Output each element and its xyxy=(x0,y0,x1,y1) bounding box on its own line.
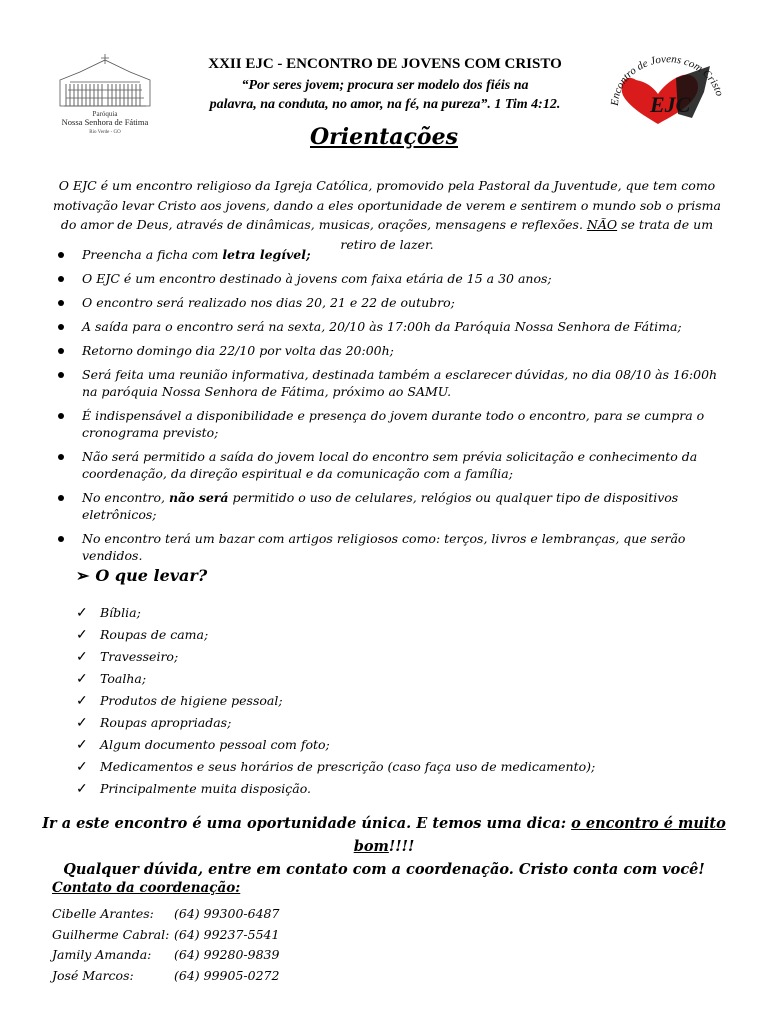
rule-item: Preencha a ficha com letra legível; xyxy=(56,246,736,263)
ejc-logo xyxy=(606,48,726,128)
contact-row xyxy=(52,904,279,925)
contact-name: Cibelle Arantes: xyxy=(52,906,154,921)
list-item: ✓ Algum documento pessoal com foto; xyxy=(76,734,595,756)
closing-line1: Ir a este encontro é uma oportunidade única. E temos uma dica: o encontro é muito bom!!!! xyxy=(42,815,726,855)
bullet-icon xyxy=(58,324,64,330)
list-item: ✓ Produtos de higiene pessoal; xyxy=(76,690,595,712)
checkmark-icon: ✓ xyxy=(76,627,88,643)
parish-logo-line3: Rio Verde - GO xyxy=(89,130,121,135)
list-item: ✓ Bíblia; xyxy=(76,602,595,624)
intro-part2: se trata de um retiro de lazer. xyxy=(340,217,714,252)
checkmark-icon: ✓ xyxy=(76,693,88,709)
rule-item: É indispensável a disponibilidade e presença do jovem durante todo o encontro, para se cumpra o cronograma previsto; xyxy=(56,407,736,441)
intro-paragraph xyxy=(52,176,722,254)
rule-item: O encontro será realizado nos dias 20, 21 e 22 de outubro; xyxy=(56,294,736,311)
contacts-heading: Contato da coordenação: xyxy=(52,880,241,896)
bible-quote-line1: “Por seres jovem; procura ser modelo dos fiéis na xyxy=(241,78,529,93)
arrow-right-icon: ➢ xyxy=(76,566,90,585)
closing-line2: Qualquer dúvida, entre em contato com a coordenação. Cristo conta com você! xyxy=(63,861,705,878)
contact-name: José Marcos: xyxy=(52,967,134,983)
bullet-icon xyxy=(58,536,64,542)
list-item: ✓ Roupas de cama; xyxy=(76,624,595,646)
contact-phone: (64) 99300-6487 xyxy=(174,906,280,921)
contact-row xyxy=(52,966,279,987)
intro-part1: O EJC é um encontro religioso da Igreja Católica, promovido pela Pastoral da Juventude, que tem como motivação levar Cristo aos jovens, dando a eles oportunidade de verem e sentirem o mundo sob o prisma do amor de Deus, através de dinâmicas, musicas, orações, mensagens e reflexões. xyxy=(53,178,721,232)
event-title: XXII EJC - ENCONTRO DE JOVENS COM CRISTO xyxy=(208,56,562,72)
checkmark-icon: ✓ xyxy=(76,715,88,731)
contacts-list xyxy=(52,904,279,986)
bible-quote xyxy=(170,76,600,114)
contact-name: Jamily Amanda: xyxy=(52,947,152,962)
bullet-icon xyxy=(58,372,64,378)
parish-logo-line1: Paróquia xyxy=(92,110,118,118)
bullet-icon xyxy=(58,413,64,419)
list-item: ✓ Medicamentos e seus horários de prescrição (caso faça uso de medicamento); xyxy=(76,756,595,778)
bullet-icon xyxy=(58,348,64,354)
contact-phone: (64) 99237-5541 xyxy=(174,926,280,942)
list-item: ✓ Roupas apropriadas; xyxy=(76,712,595,734)
checkmark-icon: ✓ xyxy=(76,605,88,621)
page-title: Orientações xyxy=(310,124,458,150)
checkmark-icon: ✓ xyxy=(76,671,88,687)
checkmark-icon: ✓ xyxy=(76,781,88,797)
rule-item: A saída para o encontro será na sexta, 20/10 às 17:00h da Paróquia Nossa Senhora de Fátima; xyxy=(56,318,736,335)
bullet-icon xyxy=(58,454,64,460)
list-item: ✓ Travesseiro; xyxy=(76,646,595,668)
rule-item: Retorno domingo dia 22/10 por volta das 20:00h; xyxy=(56,342,736,359)
what-to-bring-list xyxy=(76,602,595,800)
contact-row xyxy=(52,945,279,966)
contact-phone: (64) 99905-0272 xyxy=(174,967,280,983)
contact-row xyxy=(52,925,279,946)
closing-message xyxy=(40,812,728,881)
contact-name: Guilherme Cabral: xyxy=(52,926,170,942)
bible-quote-line2: palavra, na conduta, no amor, na fé, na pureza”. 1 Tim 4:12. xyxy=(209,97,561,112)
list-item: ✓ Toalha; xyxy=(76,668,595,690)
rule-item: Não será permitido a saída do jovem local do encontro sem prévia solicitação e conhecimento da coordenação, da direção espiritual e da comunicação com a família; xyxy=(56,448,736,482)
rule-item: No encontro, não será permitido o uso de celulares, relógios ou qualquer tipo de dispositivos eletrônicos; xyxy=(56,489,736,523)
bullet-icon xyxy=(58,495,64,501)
contact-phone: (64) 99280-9839 xyxy=(174,947,280,962)
ejc-logo-arc-text: Encontro de Jovens com Cristo xyxy=(608,53,726,107)
list-item: ✓ Principalmente muita disposição. xyxy=(76,778,595,800)
ejc-logo-letters: EJC xyxy=(650,92,691,117)
intro-emphasis: NÃO xyxy=(586,217,618,232)
bullet-icon xyxy=(58,276,64,282)
parish-logo-line2: Nossa Senhora de Fátima xyxy=(61,117,149,127)
bullet-icon xyxy=(58,252,64,258)
bullet-icon xyxy=(58,300,64,306)
rule-item: O EJC é um encontro destinado à jovens com faixa etária de 15 a 30 anos; xyxy=(56,270,736,287)
checkmark-icon: ✓ xyxy=(76,759,88,775)
rules-list xyxy=(56,246,736,571)
rule-item: No encontro terá um bazar com artigos religiosos como: terços, livros e lembranças, que serão vendidos. xyxy=(56,530,736,564)
checkmark-icon: ✓ xyxy=(76,737,88,753)
checkmark-icon: ✓ xyxy=(76,649,88,665)
what-to-bring-heading: ➢ O que levar? xyxy=(76,566,208,585)
rule-item: Será feita uma reunião informativa, destinada também a esclarecer dúvidas, no dia 08/10 às 16:00h na paróquia Nossa Senhora de Fátima, próximo ao SAMU. xyxy=(56,366,736,400)
